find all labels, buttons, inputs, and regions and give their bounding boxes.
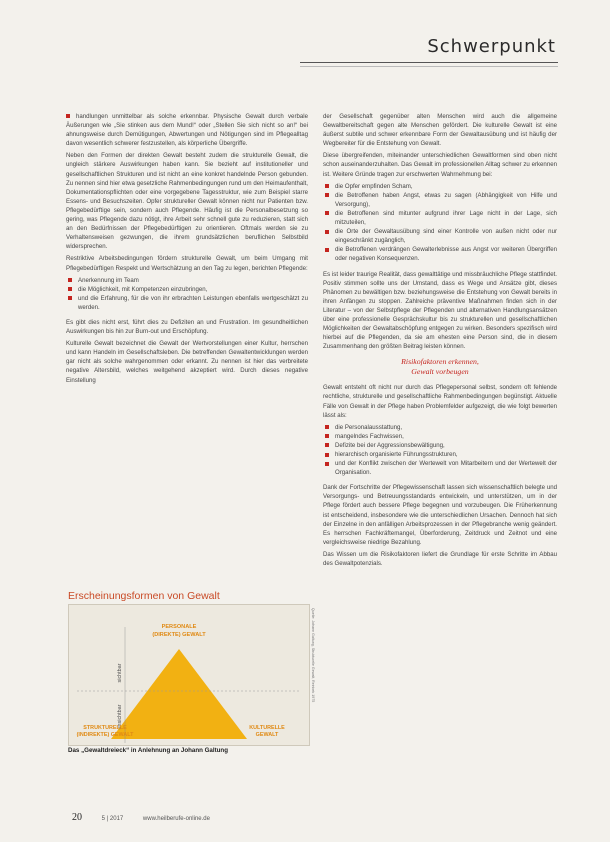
- header-rule-secondary: [300, 66, 558, 67]
- figure-title: Erscheinungsformen von Gewalt: [68, 590, 220, 602]
- list-item: die Betroffenen verdrängen Gewalterlebnisse aus Angst vor weiteren Übergriffen oder negativen Konsequenzen.: [323, 245, 557, 263]
- header-rule: [300, 62, 558, 63]
- list-item: die Orte der Gewaltausübung sind einer Kontrolle von außen nicht oder nur eingeschränkt zugänglich,: [323, 227, 557, 245]
- label-personale-sub: (DIREKTE) GEWALT: [152, 632, 206, 638]
- subheading: Risikofaktoren erkennen, Gewalt vorbeugen: [401, 357, 479, 377]
- list-item: mangelndes Fachwissen,: [323, 432, 557, 441]
- list-item: Defizite bei der Aggressionsbewältigung,: [323, 441, 557, 450]
- list-item: und die Erfahrung, für die von ihr erbrachten Leistungen ebenfalls wertgeschätzt zu werden.: [66, 294, 308, 312]
- issue-label: 5 | 2017: [101, 816, 124, 822]
- left-column: [66, 112, 308, 388]
- label-strukturelle: STRUKTURELLE: [83, 725, 127, 731]
- left-paragraph-5: Kulturelle Gewalt bezeichnet die Gewalt der Wertvorstellungen einer Kultur, herrschen und kann Handeln im Gesellschaftsleben. Die betreffenden Gewaltentwicklungen werden gar nicht als solche wahrgenommen oder erkannt. Zu nennen ist hier das verbreitete negative Altersbild, welches weitgehend akzeptiert wird. Durch dieses negative Einstellung: [66, 340, 308, 384]
- right-paragraph-1: der Gesellschaft gegenüber alten Menschen wird auch die allgemeine Gewaltbereitschaft gegen alte Menschen gefördert. Die kulturelle Gewalt ist eine äußerst subtile und schwer erkennbare Form der Gewaltausübung und ist häufig der Wegbereiter für die Entstehung von Gewalt.: [323, 113, 557, 148]
- right-paragraph-3: Es ist leider traurige Realität, dass gewalttätige und missbräuchliche Pflege stattfindet. Positiv stimmen sollte uns der Umstand, dass es Wege und Ansätze gibt, dieses Phänomen zu bewältigen bzw. beziehungsweise die Entstehung von Gewalt bereits in ihren Anfängen zu stoppen. Zahlreiche präventive Maßnahmen finden sich in der Literatur – von der Selbstpflege der Pflegenden und alternativen Handlungsansätzen über eine professionelle Gesprächskultur bis zu strukturellen und gesellschaftlichen Möglichkeiten der Gewaltabschöpfung entgegen zu wirken. Besonders spezifisch wird hierbei auf die Pflegenden, da sie am ehesten eine Person sind, die in diesem Zusammenhang den größten Beitrag leisten können.: [323, 270, 557, 351]
- right-bullet-list-2: [323, 423, 557, 478]
- right-bullet-list-1: [323, 182, 557, 264]
- label-personale: PERSONALE: [161, 624, 197, 630]
- website-link[interactable]: www.heilberufe-online.de: [142, 816, 210, 822]
- label-kulturelle-sub: GEWALT: [255, 732, 279, 738]
- page-number: 20: [72, 812, 82, 823]
- list-item: Anerkennung im Team: [66, 276, 308, 285]
- list-item: die Personalausstattung,: [323, 423, 557, 432]
- list-item: hierarchisch organisierte Führungsstrukturen,: [323, 450, 557, 459]
- triangle-shape: [111, 649, 247, 739]
- list-item: die Betroffenen sind mitunter aufgrund ihrer Lage nicht in der Lage, sich mitzuteilen,: [323, 209, 557, 227]
- left-paragraph-2: Neben den Formen der direkten Gewalt besteht zudem die strukturelle Gewalt, die ungleich stärkere Auswirkungen haben kann. Sie bezieht auf institutioneller und gesellschaftlichen Strukturen und ist nicht an eine konkret handelnde Person gebunden. Zu nennen sind hier etwa gesetzliche Rahmenbedingungen rund um den Heimaufenthalt, Dokumentationspflichten oder eine vorgegebene Tagesstruktur, wie zum Beispiel starre Essens- und Besuchszeiten. Opfer struktureller Gewalt können nicht nur Patienten bzw. Pflegebedürftige sein, sondern auch Pflegende. Häufig ist die Personalbesetzung so gering, was Pflegende dazu nötigt, ihre Arbeit sehr schnell gute zu reduzieren, statt sich an den Bedürfnissen der Pflegebedürftigen zu orientieren. Oftmals werden sie zu Verhaltensweisen gezwungen, die ihrem grundsätzlichen beruflichen Selbstbild widersprechen.: [66, 152, 308, 251]
- label-strukturelle-sub: (INDIREKTE) GEWALT: [76, 732, 134, 738]
- right-column: [323, 112, 557, 571]
- section-title: Schwerpunkt: [427, 36, 556, 57]
- gewaltdreieck-figure: [68, 604, 310, 746]
- bullet-marker-icon: [66, 114, 70, 118]
- right-paragraph-4: Gewalt entsteht oft nicht nur durch das Pflegepersonal selbst, sondern oft fehlende rechtliche, strukturelle und gesellschaftliche Rahmenbedingungen begünstigt. Aktuelle Fälle von Gewalt in der Pflege haben Problemfelder aufgezeigt, die wie folgt bewerten lässt als:: [323, 384, 557, 419]
- left-paragraph-1: handlungen unmittelbar als solche erkennbar. Physische Gewalt durch verbale Äußerungen wie „Sie stinken aus dem Mund!“ oder „Stellen Sie sich nicht so an!“ bei ahnungsweise durch Demütigungen, Abwertungen und Nötigungen sind im Pflegealltag davon wesentlich schwerer festzustellen, als körperliche Übergriffe.: [66, 113, 308, 148]
- figure-caption: Das „Gewaltdreieck“ in Anlehnung an Johann Galtung: [68, 747, 228, 754]
- figure-source-note: Quelle: Johann Galtung, Strukturelle Gewalt, Reinbek 1975: [311, 608, 315, 703]
- list-item: und der Konflikt zwischen der Wertewelt von Mitarbeitern und der Wertewelt der Organisation.: [323, 459, 557, 477]
- triangle-diagram: [69, 605, 309, 745]
- left-bullet-list: [66, 276, 308, 312]
- list-item: die Opfer empfinden Scham,: [323, 182, 557, 191]
- axis-label-visible: sichtbar: [117, 663, 123, 683]
- list-item: die Betroffenen haben Angst, etwas zu sagen (Abhängigkeit von Hilfe und Versorgung),: [323, 191, 557, 209]
- right-paragraph-5: Dank der Fortschritte der Pflegewissenschaft lassen sich wissenschaftlich belegte und Versorgungs- und Betreuungsstandards entwickeln, und unterstützen, um in der Pflege fördert auch bessere Pflege begegnen und vorzubeugen. Die Früherkennung ist entscheidend, insbesondere wie die unterschiedlichen Ursachen. Dennoch hat sich der Einzelne in den anfälligen Arbeitsprozessen in der Pflegebranche wenig geändert. Es herrschen Fachkräftemangel, Überforderung, Zeitdruck und Zeitnot und eine vergleichsweise niedrige Bezahlung.: [323, 484, 557, 546]
- left-paragraph-4: Es gibt dies nicht erst, führt dies zu Defiziten an und Frustration. Im gesundheitlichen Auswirkungen bis hin zur Burn-out und Erschöpfung.: [66, 318, 308, 336]
- page-footer: [72, 812, 210, 823]
- axis-label-invisible: unsichtbar: [117, 704, 123, 730]
- left-paragraph-3: Restriktive Arbeitsbedingungen fördern strukturelle Gewalt, um beim Umgang mit Pflegebedürftigen Respekt und Wertschätzung an den Tag zu legen, berichten Pflegende:: [66, 255, 308, 272]
- label-kulturelle: KULTURELLE: [249, 725, 285, 731]
- list-item: die Möglichkeit, mit Kompetenzen einzubringen,: [66, 285, 308, 294]
- right-paragraph-2: Diese übergreifenden, miteinander unterschiedlichen Gewaltformen sind oben nicht schon auseinanderzuhalten. Das Gewalt im professionellen Alltag schwer zu erkennen ist. Weitere Gründe tragen zur erschwerten Wahrnehmung bei:: [323, 152, 557, 178]
- right-paragraph-6: Das Wissen um die Risikofaktoren liefert die Grundlage für erste Schritte im Abbau des Gewaltpotenzials.: [323, 550, 557, 568]
